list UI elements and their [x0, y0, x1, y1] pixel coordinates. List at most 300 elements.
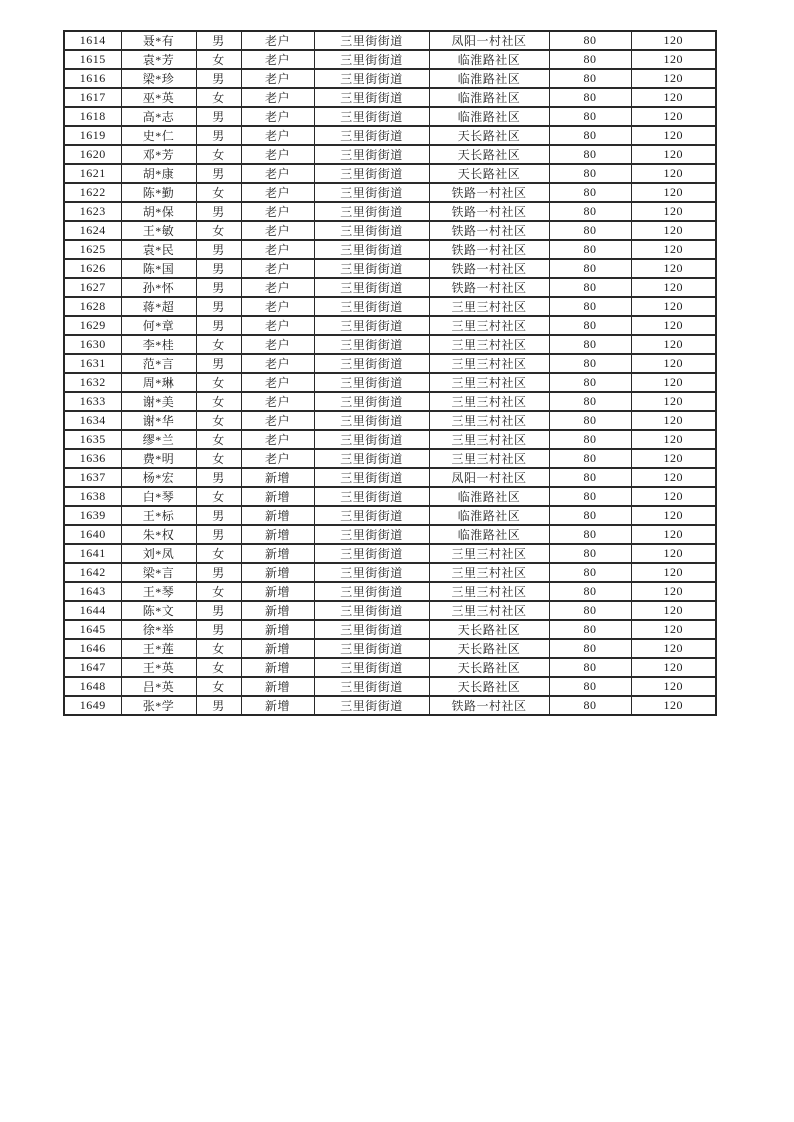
cell-amount-2: 120 — [631, 392, 716, 411]
cell-street: 三里街街道 — [314, 525, 429, 544]
cell-community: 三里三村社区 — [429, 373, 549, 392]
cell-name: 梁*言 — [121, 563, 196, 582]
cell-serial-number: 1636 — [64, 449, 121, 468]
cell-street: 三里街街道 — [314, 582, 429, 601]
cell-amount-2: 120 — [631, 582, 716, 601]
cell-street: 三里街街道 — [314, 601, 429, 620]
cell-name: 王*敏 — [121, 221, 196, 240]
cell-gender: 女 — [196, 88, 241, 107]
cell-gender: 女 — [196, 145, 241, 164]
cell-amount-1: 80 — [549, 373, 631, 392]
cell-amount-1: 80 — [549, 69, 631, 88]
cell-name: 张*学 — [121, 696, 196, 715]
cell-amount-2: 120 — [631, 620, 716, 639]
table-row — [64, 468, 716, 487]
cell-amount-2: 120 — [631, 107, 716, 126]
table-row — [64, 69, 716, 88]
cell-street: 三里街街道 — [314, 50, 429, 69]
cell-name: 梁*珍 — [121, 69, 196, 88]
cell-name: 朱*权 — [121, 525, 196, 544]
cell-serial-number: 1628 — [64, 297, 121, 316]
cell-gender: 男 — [196, 620, 241, 639]
cell-street: 三里街街道 — [314, 658, 429, 677]
cell-amount-2: 120 — [631, 525, 716, 544]
table-row — [64, 601, 716, 620]
cell-name: 袁*芳 — [121, 50, 196, 69]
cell-community: 天长路社区 — [429, 164, 549, 183]
cell-amount-1: 80 — [549, 316, 631, 335]
cell-gender: 女 — [196, 430, 241, 449]
cell-street: 三里街街道 — [314, 411, 429, 430]
cell-household-type: 老户 — [241, 145, 314, 164]
cell-household-type: 老户 — [241, 354, 314, 373]
cell-amount-2: 120 — [631, 487, 716, 506]
cell-serial-number: 1642 — [64, 563, 121, 582]
cell-name: 胡*康 — [121, 164, 196, 183]
cell-household-type: 老户 — [241, 126, 314, 145]
table-row — [64, 506, 716, 525]
cell-name: 范*言 — [121, 354, 196, 373]
cell-serial-number: 1624 — [64, 221, 121, 240]
cell-serial-number: 1626 — [64, 259, 121, 278]
cell-household-type: 老户 — [241, 449, 314, 468]
cell-street: 三里街街道 — [314, 639, 429, 658]
cell-household-type: 老户 — [241, 50, 314, 69]
cell-amount-2: 120 — [631, 506, 716, 525]
table-row — [64, 145, 716, 164]
cell-name: 王*英 — [121, 658, 196, 677]
cell-name: 王*莲 — [121, 639, 196, 658]
cell-amount-2: 120 — [631, 50, 716, 69]
table-row — [64, 278, 716, 297]
cell-household-type: 新增 — [241, 563, 314, 582]
cell-amount-2: 120 — [631, 639, 716, 658]
cell-gender: 男 — [196, 468, 241, 487]
cell-gender: 男 — [196, 107, 241, 126]
cell-gender: 男 — [196, 126, 241, 145]
cell-household-type: 老户 — [241, 392, 314, 411]
cell-name: 陈*文 — [121, 601, 196, 620]
cell-gender: 男 — [196, 297, 241, 316]
cell-name: 孙*怀 — [121, 278, 196, 297]
table-row — [64, 430, 716, 449]
table-row — [64, 392, 716, 411]
cell-street: 三里街街道 — [314, 563, 429, 582]
cell-household-type: 老户 — [241, 259, 314, 278]
cell-serial-number: 1620 — [64, 145, 121, 164]
cell-amount-1: 80 — [549, 88, 631, 107]
cell-name: 李*桂 — [121, 335, 196, 354]
table-row — [64, 164, 716, 183]
cell-household-type: 新增 — [241, 677, 314, 696]
cell-serial-number: 1622 — [64, 183, 121, 202]
cell-community: 三里三村社区 — [429, 335, 549, 354]
cell-name: 谢*华 — [121, 411, 196, 430]
cell-serial-number: 1623 — [64, 202, 121, 221]
cell-community: 临淮路社区 — [429, 107, 549, 126]
cell-gender: 女 — [196, 183, 241, 202]
cell-community: 凤阳一村社区 — [429, 31, 549, 50]
cell-name: 刘*凤 — [121, 544, 196, 563]
cell-serial-number: 1616 — [64, 69, 121, 88]
cell-serial-number: 1633 — [64, 392, 121, 411]
table-row — [64, 487, 716, 506]
cell-community: 临淮路社区 — [429, 525, 549, 544]
cell-amount-1: 80 — [549, 639, 631, 658]
cell-gender: 女 — [196, 221, 241, 240]
table-row — [64, 582, 716, 601]
cell-community: 三里三村社区 — [429, 392, 549, 411]
cell-household-type: 新增 — [241, 468, 314, 487]
cell-serial-number: 1646 — [64, 639, 121, 658]
cell-amount-1: 80 — [549, 677, 631, 696]
cell-community: 三里三村社区 — [429, 449, 549, 468]
cell-amount-1: 80 — [549, 126, 631, 145]
cell-amount-1: 80 — [549, 487, 631, 506]
cell-community: 凤阳一村社区 — [429, 468, 549, 487]
cell-gender: 男 — [196, 278, 241, 297]
cell-street: 三里街街道 — [314, 392, 429, 411]
cell-amount-2: 120 — [631, 240, 716, 259]
cell-name: 周*琳 — [121, 373, 196, 392]
cell-amount-1: 80 — [549, 183, 631, 202]
cell-name: 蒋*超 — [121, 297, 196, 316]
cell-amount-2: 120 — [631, 373, 716, 392]
cell-amount-1: 80 — [549, 335, 631, 354]
cell-serial-number: 1625 — [64, 240, 121, 259]
cell-gender: 男 — [196, 31, 241, 50]
cell-amount-1: 80 — [549, 525, 631, 544]
cell-gender: 女 — [196, 639, 241, 658]
table-row — [64, 639, 716, 658]
cell-gender: 女 — [196, 658, 241, 677]
cell-street: 三里街街道 — [314, 373, 429, 392]
cell-serial-number: 1614 — [64, 31, 121, 50]
cell-gender: 男 — [196, 202, 241, 221]
cell-community: 天长路社区 — [429, 126, 549, 145]
cell-street: 三里街街道 — [314, 430, 429, 449]
cell-serial-number: 1641 — [64, 544, 121, 563]
cell-gender: 男 — [196, 259, 241, 278]
cell-gender: 男 — [196, 696, 241, 715]
cell-amount-2: 120 — [631, 145, 716, 164]
cell-name: 胡*保 — [121, 202, 196, 221]
cell-amount-1: 80 — [549, 563, 631, 582]
cell-household-type: 新增 — [241, 658, 314, 677]
cell-gender: 男 — [196, 563, 241, 582]
cell-household-type: 老户 — [241, 69, 314, 88]
table-row — [64, 373, 716, 392]
cell-name: 陈*勤 — [121, 183, 196, 202]
cell-community: 天长路社区 — [429, 658, 549, 677]
cell-gender: 女 — [196, 487, 241, 506]
cell-community: 临淮路社区 — [429, 487, 549, 506]
cell-serial-number: 1621 — [64, 164, 121, 183]
cell-street: 三里街街道 — [314, 544, 429, 563]
cell-street: 三里街街道 — [314, 145, 429, 164]
cell-street: 三里街街道 — [314, 259, 429, 278]
cell-community: 临淮路社区 — [429, 506, 549, 525]
cell-household-type: 新增 — [241, 639, 314, 658]
cell-community: 铁路一村社区 — [429, 278, 549, 297]
cell-amount-1: 80 — [549, 240, 631, 259]
cell-gender: 男 — [196, 506, 241, 525]
table-body — [64, 31, 716, 715]
cell-household-type: 老户 — [241, 278, 314, 297]
cell-name: 费*明 — [121, 449, 196, 468]
cell-amount-1: 80 — [549, 259, 631, 278]
cell-street: 三里街街道 — [314, 278, 429, 297]
cell-serial-number: 1645 — [64, 620, 121, 639]
cell-serial-number: 1634 — [64, 411, 121, 430]
cell-street: 三里街街道 — [314, 696, 429, 715]
table-row — [64, 240, 716, 259]
table-row — [64, 620, 716, 639]
cell-community: 三里三村社区 — [429, 430, 549, 449]
cell-amount-2: 120 — [631, 696, 716, 715]
cell-name: 徐*举 — [121, 620, 196, 639]
cell-amount-1: 80 — [549, 202, 631, 221]
cell-amount-2: 120 — [631, 677, 716, 696]
cell-household-type: 新增 — [241, 696, 314, 715]
cell-community: 三里三村社区 — [429, 544, 549, 563]
cell-gender: 男 — [196, 164, 241, 183]
cell-community: 三里三村社区 — [429, 316, 549, 335]
cell-community: 铁路一村社区 — [429, 259, 549, 278]
cell-household-type: 新增 — [241, 525, 314, 544]
cell-community: 天长路社区 — [429, 620, 549, 639]
cell-serial-number: 1615 — [64, 50, 121, 69]
cell-street: 三里街街道 — [314, 677, 429, 696]
table-row — [64, 221, 716, 240]
cell-amount-2: 120 — [631, 69, 716, 88]
cell-serial-number: 1637 — [64, 468, 121, 487]
cell-street: 三里街街道 — [314, 620, 429, 639]
cell-amount-2: 120 — [631, 297, 716, 316]
table-row — [64, 316, 716, 335]
cell-serial-number: 1629 — [64, 316, 121, 335]
cell-community: 三里三村社区 — [429, 601, 549, 620]
cell-gender: 女 — [196, 449, 241, 468]
cell-name: 巫*英 — [121, 88, 196, 107]
cell-household-type: 老户 — [241, 164, 314, 183]
cell-amount-1: 80 — [549, 601, 631, 620]
cell-street: 三里街街道 — [314, 316, 429, 335]
cell-street: 三里街街道 — [314, 202, 429, 221]
table-row — [64, 183, 716, 202]
cell-gender: 男 — [196, 316, 241, 335]
cell-amount-1: 80 — [549, 449, 631, 468]
cell-household-type: 老户 — [241, 430, 314, 449]
cell-amount-2: 120 — [631, 202, 716, 221]
cell-street: 三里街街道 — [314, 354, 429, 373]
cell-household-type: 新增 — [241, 544, 314, 563]
cell-street: 三里街街道 — [314, 468, 429, 487]
cell-street: 三里街街道 — [314, 183, 429, 202]
cell-household-type: 老户 — [241, 411, 314, 430]
cell-street: 三里街街道 — [314, 297, 429, 316]
cell-amount-1: 80 — [549, 468, 631, 487]
cell-household-type: 新增 — [241, 620, 314, 639]
cell-amount-1: 80 — [549, 658, 631, 677]
cell-amount-2: 120 — [631, 164, 716, 183]
table-row — [64, 354, 716, 373]
cell-amount-2: 120 — [631, 278, 716, 297]
cell-street: 三里街街道 — [314, 126, 429, 145]
cell-street: 三里街街道 — [314, 107, 429, 126]
cell-household-type: 老户 — [241, 335, 314, 354]
cell-serial-number: 1644 — [64, 601, 121, 620]
table-row — [64, 88, 716, 107]
cell-gender: 男 — [196, 240, 241, 259]
cell-street: 三里街街道 — [314, 335, 429, 354]
table-row — [64, 544, 716, 563]
cell-name: 谢*美 — [121, 392, 196, 411]
cell-name: 王*标 — [121, 506, 196, 525]
cell-street: 三里街街道 — [314, 487, 429, 506]
cell-household-type: 新增 — [241, 487, 314, 506]
cell-community: 三里三村社区 — [429, 563, 549, 582]
cell-gender: 女 — [196, 544, 241, 563]
cell-household-type: 老户 — [241, 240, 314, 259]
cell-household-type: 老户 — [241, 183, 314, 202]
cell-name: 高*志 — [121, 107, 196, 126]
cell-gender: 女 — [196, 50, 241, 69]
cell-household-type: 老户 — [241, 221, 314, 240]
cell-community: 三里三村社区 — [429, 297, 549, 316]
cell-amount-1: 80 — [549, 50, 631, 69]
cell-amount-1: 80 — [549, 107, 631, 126]
cell-amount-1: 80 — [549, 696, 631, 715]
cell-community: 铁路一村社区 — [429, 202, 549, 221]
cell-serial-number: 1643 — [64, 582, 121, 601]
cell-amount-2: 120 — [631, 126, 716, 145]
cell-street: 三里街街道 — [314, 240, 429, 259]
cell-serial-number: 1648 — [64, 677, 121, 696]
cell-amount-2: 120 — [631, 468, 716, 487]
table-row — [64, 297, 716, 316]
cell-name: 杨*宏 — [121, 468, 196, 487]
cell-amount-2: 120 — [631, 88, 716, 107]
cell-community: 天长路社区 — [429, 677, 549, 696]
cell-household-type: 新增 — [241, 506, 314, 525]
cell-serial-number: 1639 — [64, 506, 121, 525]
cell-amount-2: 120 — [631, 601, 716, 620]
cell-amount-1: 80 — [549, 620, 631, 639]
cell-serial-number: 1618 — [64, 107, 121, 126]
cell-serial-number: 1647 — [64, 658, 121, 677]
cell-amount-1: 80 — [549, 145, 631, 164]
cell-community: 铁路一村社区 — [429, 221, 549, 240]
cell-gender: 女 — [196, 335, 241, 354]
cell-gender: 男 — [196, 525, 241, 544]
cell-serial-number: 1640 — [64, 525, 121, 544]
cell-street: 三里街街道 — [314, 506, 429, 525]
table-row — [64, 107, 716, 126]
cell-household-type: 老户 — [241, 31, 314, 50]
cell-name: 邓*芳 — [121, 145, 196, 164]
cell-household-type: 老户 — [241, 373, 314, 392]
cell-serial-number: 1617 — [64, 88, 121, 107]
cell-community: 临淮路社区 — [429, 50, 549, 69]
table-row — [64, 658, 716, 677]
cell-household-type: 老户 — [241, 88, 314, 107]
cell-community: 临淮路社区 — [429, 69, 549, 88]
cell-community: 天长路社区 — [429, 639, 549, 658]
table-row — [64, 259, 716, 278]
table-row — [64, 677, 716, 696]
cell-serial-number: 1635 — [64, 430, 121, 449]
cell-street: 三里街街道 — [314, 164, 429, 183]
cell-amount-1: 80 — [549, 164, 631, 183]
cell-community: 三里三村社区 — [429, 411, 549, 430]
table-row — [64, 563, 716, 582]
cell-amount-1: 80 — [549, 544, 631, 563]
cell-name: 缪*兰 — [121, 430, 196, 449]
table-row — [64, 126, 716, 145]
table-row — [64, 31, 716, 50]
cell-gender: 女 — [196, 373, 241, 392]
table-row — [64, 335, 716, 354]
cell-name: 袁*民 — [121, 240, 196, 259]
table-row — [64, 525, 716, 544]
cell-gender: 女 — [196, 411, 241, 430]
cell-amount-2: 120 — [631, 411, 716, 430]
cell-amount-1: 80 — [549, 582, 631, 601]
cell-name: 陈*国 — [121, 259, 196, 278]
cell-amount-1: 80 — [549, 221, 631, 240]
cell-amount-1: 80 — [549, 506, 631, 525]
cell-gender: 男 — [196, 69, 241, 88]
cell-name: 聂*有 — [121, 31, 196, 50]
cell-community: 铁路一村社区 — [429, 240, 549, 259]
cell-household-type: 老户 — [241, 107, 314, 126]
cell-household-type: 老户 — [241, 297, 314, 316]
cell-street: 三里街街道 — [314, 88, 429, 107]
cell-amount-2: 120 — [631, 221, 716, 240]
cell-gender: 女 — [196, 392, 241, 411]
beneficiary-roster-table — [63, 30, 717, 716]
cell-amount-2: 120 — [631, 335, 716, 354]
cell-community: 铁路一村社区 — [429, 183, 549, 202]
cell-amount-2: 120 — [631, 449, 716, 468]
cell-household-type: 新增 — [241, 582, 314, 601]
cell-street: 三里街街道 — [314, 449, 429, 468]
cell-street: 三里街街道 — [314, 221, 429, 240]
cell-serial-number: 1649 — [64, 696, 121, 715]
cell-street: 三里街街道 — [314, 69, 429, 88]
cell-serial-number: 1638 — [64, 487, 121, 506]
cell-amount-2: 120 — [631, 658, 716, 677]
cell-community: 天长路社区 — [429, 145, 549, 164]
cell-household-type: 老户 — [241, 202, 314, 221]
cell-amount-2: 120 — [631, 563, 716, 582]
cell-serial-number: 1619 — [64, 126, 121, 145]
table-row — [64, 449, 716, 468]
cell-amount-2: 120 — [631, 183, 716, 202]
cell-amount-1: 80 — [549, 278, 631, 297]
cell-amount-1: 80 — [549, 354, 631, 373]
cell-street: 三里街街道 — [314, 31, 429, 50]
cell-community: 三里三村社区 — [429, 582, 549, 601]
cell-amount-1: 80 — [549, 430, 631, 449]
table-row — [64, 696, 716, 715]
cell-amount-1: 80 — [549, 297, 631, 316]
cell-amount-2: 120 — [631, 430, 716, 449]
cell-gender: 女 — [196, 677, 241, 696]
cell-gender: 男 — [196, 354, 241, 373]
cell-amount-2: 120 — [631, 316, 716, 335]
